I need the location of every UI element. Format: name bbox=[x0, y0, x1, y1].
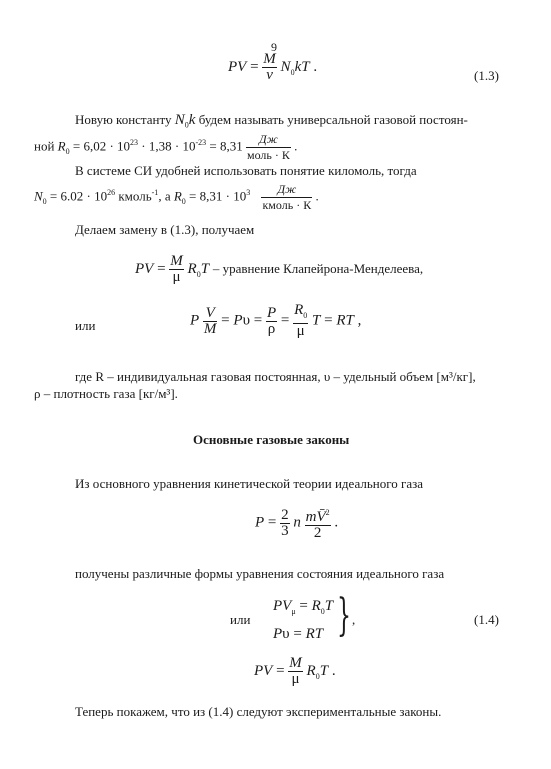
or-label-2: или bbox=[230, 612, 251, 627]
or-label: или bbox=[75, 318, 96, 333]
exponent: 3 bbox=[246, 188, 251, 198]
text-line: Новую константу bbox=[75, 112, 172, 127]
equation-clapeyron: PV = $\frac{M}{\mu}$ $R_0T$ – уравнение Клапейрона-Менделеева, bbox=[135, 253, 424, 285]
equation-specific-volume: P $\frac{V}{M}$ = Pυ = $\frac{P}{\rho}$ = $\frac{R_0}{\mu}$ T = RT , bbox=[190, 302, 362, 339]
equation-1-3-label: (1.3) bbox=[474, 68, 499, 83]
section-title: Основные газовые законы bbox=[193, 432, 350, 447]
text-fragment: ной bbox=[34, 138, 55, 154]
equation-kinetic: P = $\frac{2}{3}$ n $\frac{mV̄^2}{2}$ . bbox=[255, 506, 339, 541]
text-line: где R – индивидуальная газовая постоянная, υ – удельный объем [м³/кг], bbox=[75, 369, 476, 384]
unit-numerator: Дж bbox=[261, 182, 312, 198]
text-fragment: = 8,31 bbox=[209, 138, 243, 154]
formula-si: $N_0 = 6.02 \cdot 10^{26}$ кмоль$^{-1}$, а $R_0 = 8,31 \cdot 10^3$ $\frac{Дж}{\text{кмоль · К}}$ . bbox=[34, 182, 319, 212]
paragraph-substitution: Делаем замену в (1.3), получаем bbox=[75, 222, 255, 237]
equation-1-3: PV = $\frac{M}{\nu}$ $N_0kT$ . bbox=[228, 51, 318, 83]
paragraph-kinetic: Из основного уравнения кинетической теории идеального газа bbox=[75, 476, 423, 491]
exponent: -1 bbox=[151, 188, 159, 198]
unit-numerator: Дж bbox=[246, 132, 291, 148]
equation-description: – уравнение Клапейрона-Менделеева, bbox=[212, 260, 424, 276]
text-fragment: , а bbox=[158, 188, 171, 204]
unit-denominator: моль · К bbox=[246, 148, 290, 162]
exponent: -23 bbox=[195, 138, 207, 148]
text-line: ρ – плотность газа [кг/м³]. bbox=[34, 386, 178, 401]
equation-gas-state: PV = $\frac{M}{\mu}$ $R_0T$ . bbox=[254, 655, 336, 687]
exponent: 26 bbox=[107, 188, 116, 198]
system-comma: , bbox=[352, 612, 356, 627]
page-number: 9 bbox=[271, 40, 277, 54]
exponent: 23 bbox=[130, 138, 139, 148]
text-fragment: = 6.02 · 10 bbox=[49, 188, 108, 204]
text-fragment: = 8,31 · 10 bbox=[189, 188, 247, 204]
text-line: будем называть универсальной газовой постоян- bbox=[198, 112, 468, 127]
text-fragment: = 6,02 · 10 bbox=[72, 138, 131, 154]
paragraph-definitions bbox=[34, 368, 505, 402]
unit-denominator: кмоль · К bbox=[262, 198, 312, 212]
formula-r0: ной $R_0 = 6,02 \cdot 10^{23} \cdot 1,38 \cdot 10^{-23} = 8,31$ $\frac{Дж}{\text{моль · К}}$ . bbox=[34, 132, 298, 162]
paragraph-si: В системе СИ удобней использовать понятие киломоль, тогда bbox=[75, 163, 417, 178]
text-fragment: кмоль bbox=[118, 188, 152, 204]
brace: } bbox=[337, 590, 351, 641]
paragraph-universal-constant: Новую константу $N_0k$ будем называть универсальной газовой постоян- bbox=[75, 112, 468, 130]
equation-1-4-label: (1.4) bbox=[474, 612, 499, 627]
paragraph-experimental-laws: Теперь покажем, что из (1.4) следуют экспериментальные законы. bbox=[75, 704, 442, 719]
paragraph-state-forms: получены различные формы уравнения состояния идеального газа bbox=[75, 566, 445, 581]
equation-system-1-4: $PV_\mu = R_0T$ Pυ = RT bbox=[273, 598, 334, 642]
text-fragment: · 1,38 · 10 bbox=[141, 138, 196, 154]
